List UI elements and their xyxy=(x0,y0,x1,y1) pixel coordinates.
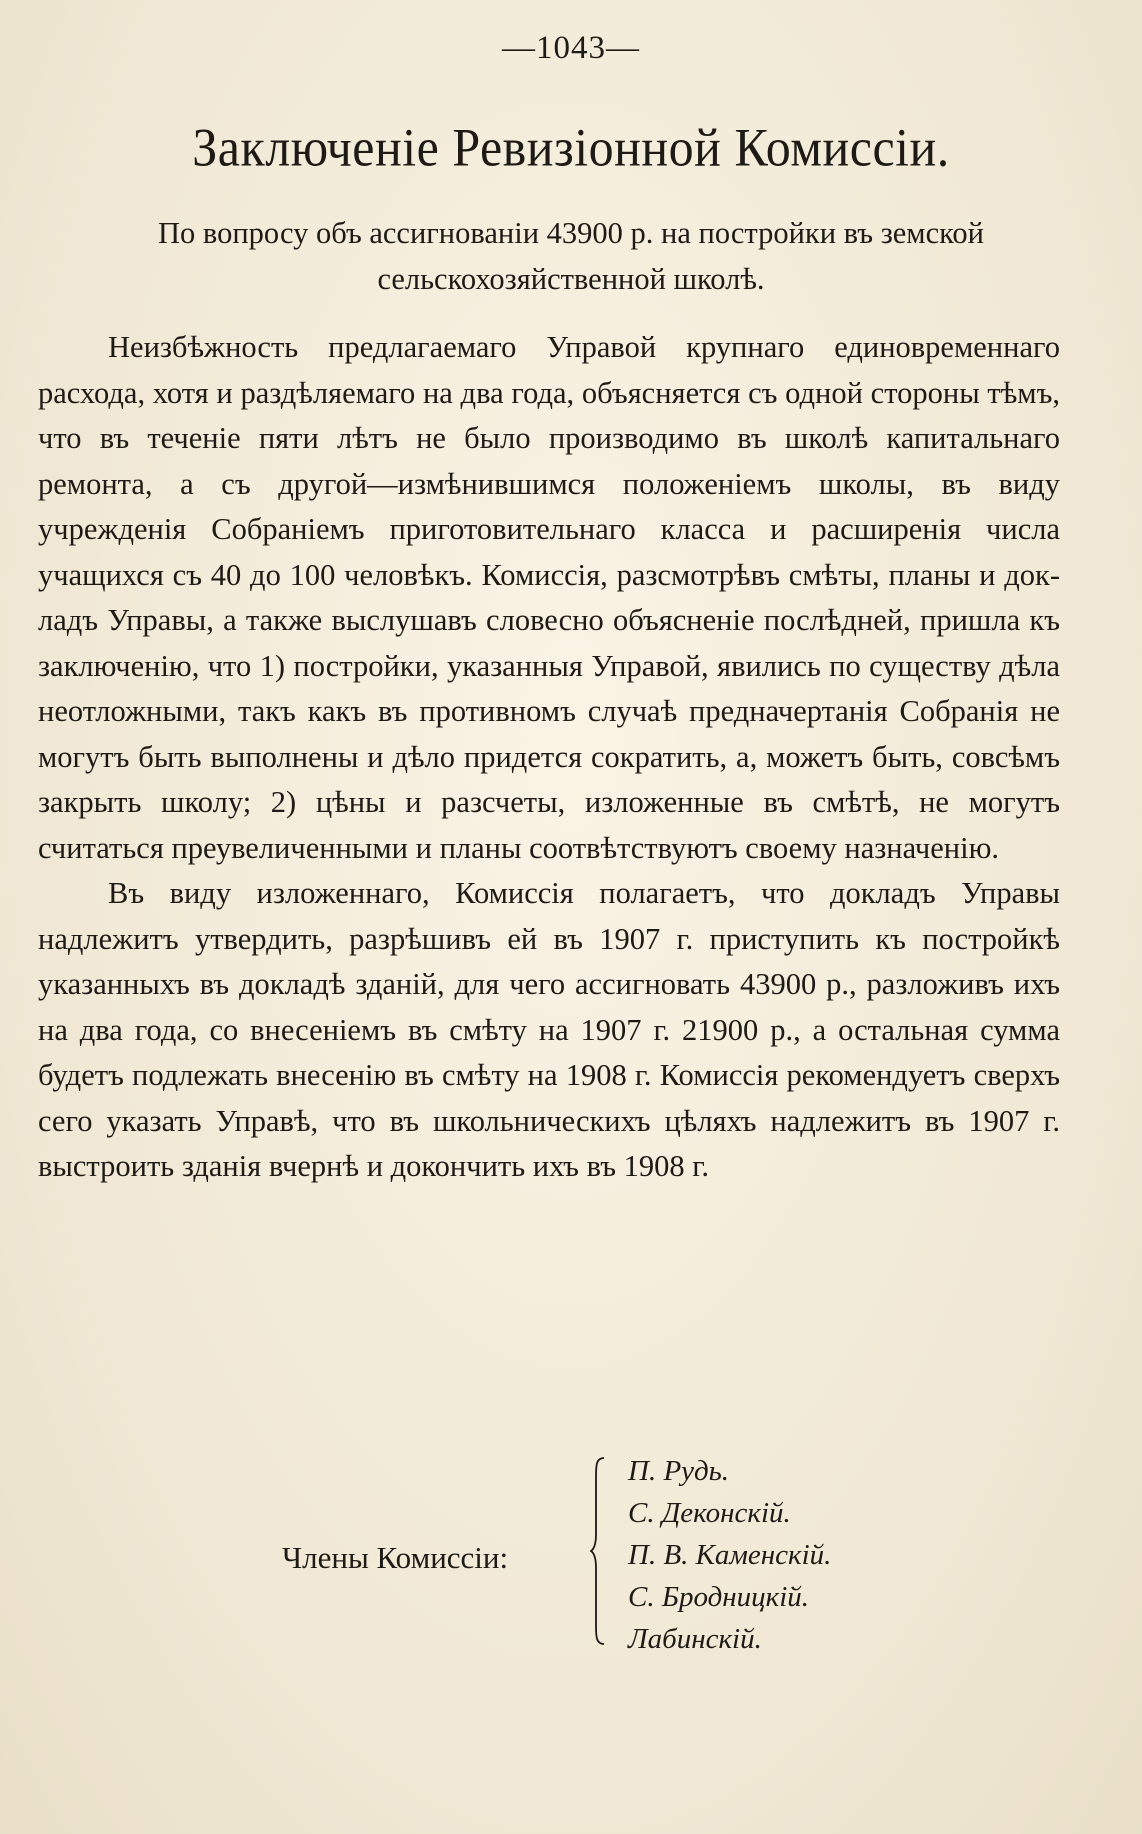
document-body xyxy=(38,325,1060,1190)
signature-block xyxy=(0,1450,1142,1655)
signature-name: П. В. Каменскій. xyxy=(628,1539,832,1571)
paragraph-2: Въ виду изложеннаго, Комиссія полагаетъ, что докладъ Управы надлежитъ утвердить, разрѣшивъ ей въ 1907 г. приступить къ постройкѣ указанныхъ въ докладѣ зданій, для чего ассигновать 43900 р., разложивъ ихъ на два года, со внесеніемъ въ смѣту на 1907 г. 21900 р., а остальная сумма будетъ подлежать внесенію въ смѣту на 1908 г. Комиссія рекомендуетъ сверхъ сего указать Управѣ, что въ школьническихъ цѣляхъ надлежитъ въ 1907 г. выстроить зданія вчернѣ и докончить ихъ въ 1908 г. xyxy=(38,876,1060,1183)
signature-names xyxy=(628,1450,831,1660)
signature-name: С. Деконскій. xyxy=(628,1497,791,1529)
curly-brace-icon xyxy=(590,1456,608,1646)
signature-name: Лабинскій. xyxy=(628,1623,762,1655)
signature-name: П. Рудь. xyxy=(628,1455,730,1487)
paragraph-1: Неизбѣжность предлагаемаго Управой крупнаго единовременнаго расхода, хотя и раздѣляемаго на два года, объясняется съ одной стороны тѣмъ, что въ теченіе пяти лѣтъ не было производимо въ школѣ капитальнаго ремонта, а съ другой—измѣнившимся положеніемъ школы, въ виду учрежденія Собраніемъ приготовительнаго класса и расширенія числа учащихся съ 40 до 100 человѣкъ. Комиссія, разсмотрѣвъ смѣты, планы и докладъ Управы, а также выслушавъ словесно объясненіе послѣдней, пришла къ заключенію, что 1) постройки, указанныя Управой, явились по существу дѣла неотложными, такъ какъ въ противномъ случаѣ предначертанія Собранія не могутъ быть выполнены и дѣло придется сократить, а, можетъ быть, совсѣмъ закрыть школу; 2) цѣны и разсчеты, изложенные въ смѣтѣ, не могутъ считаться преувеличенными и планы соотвѣтствуютъ своему назначенію. xyxy=(38,330,1060,865)
signature-name: С. Бродницкій. xyxy=(628,1581,809,1613)
document-subject: По вопросу объ ассигнованіи 43900 р. на постройки въ земской сельскохозяйственной школѣ. xyxy=(158,216,984,296)
page-number: —1043— xyxy=(502,30,640,66)
document-title: Заключеніе Ревизіонной Комиссіи. xyxy=(192,116,950,178)
members-label: Члены Комиссіи: xyxy=(282,1540,509,1575)
